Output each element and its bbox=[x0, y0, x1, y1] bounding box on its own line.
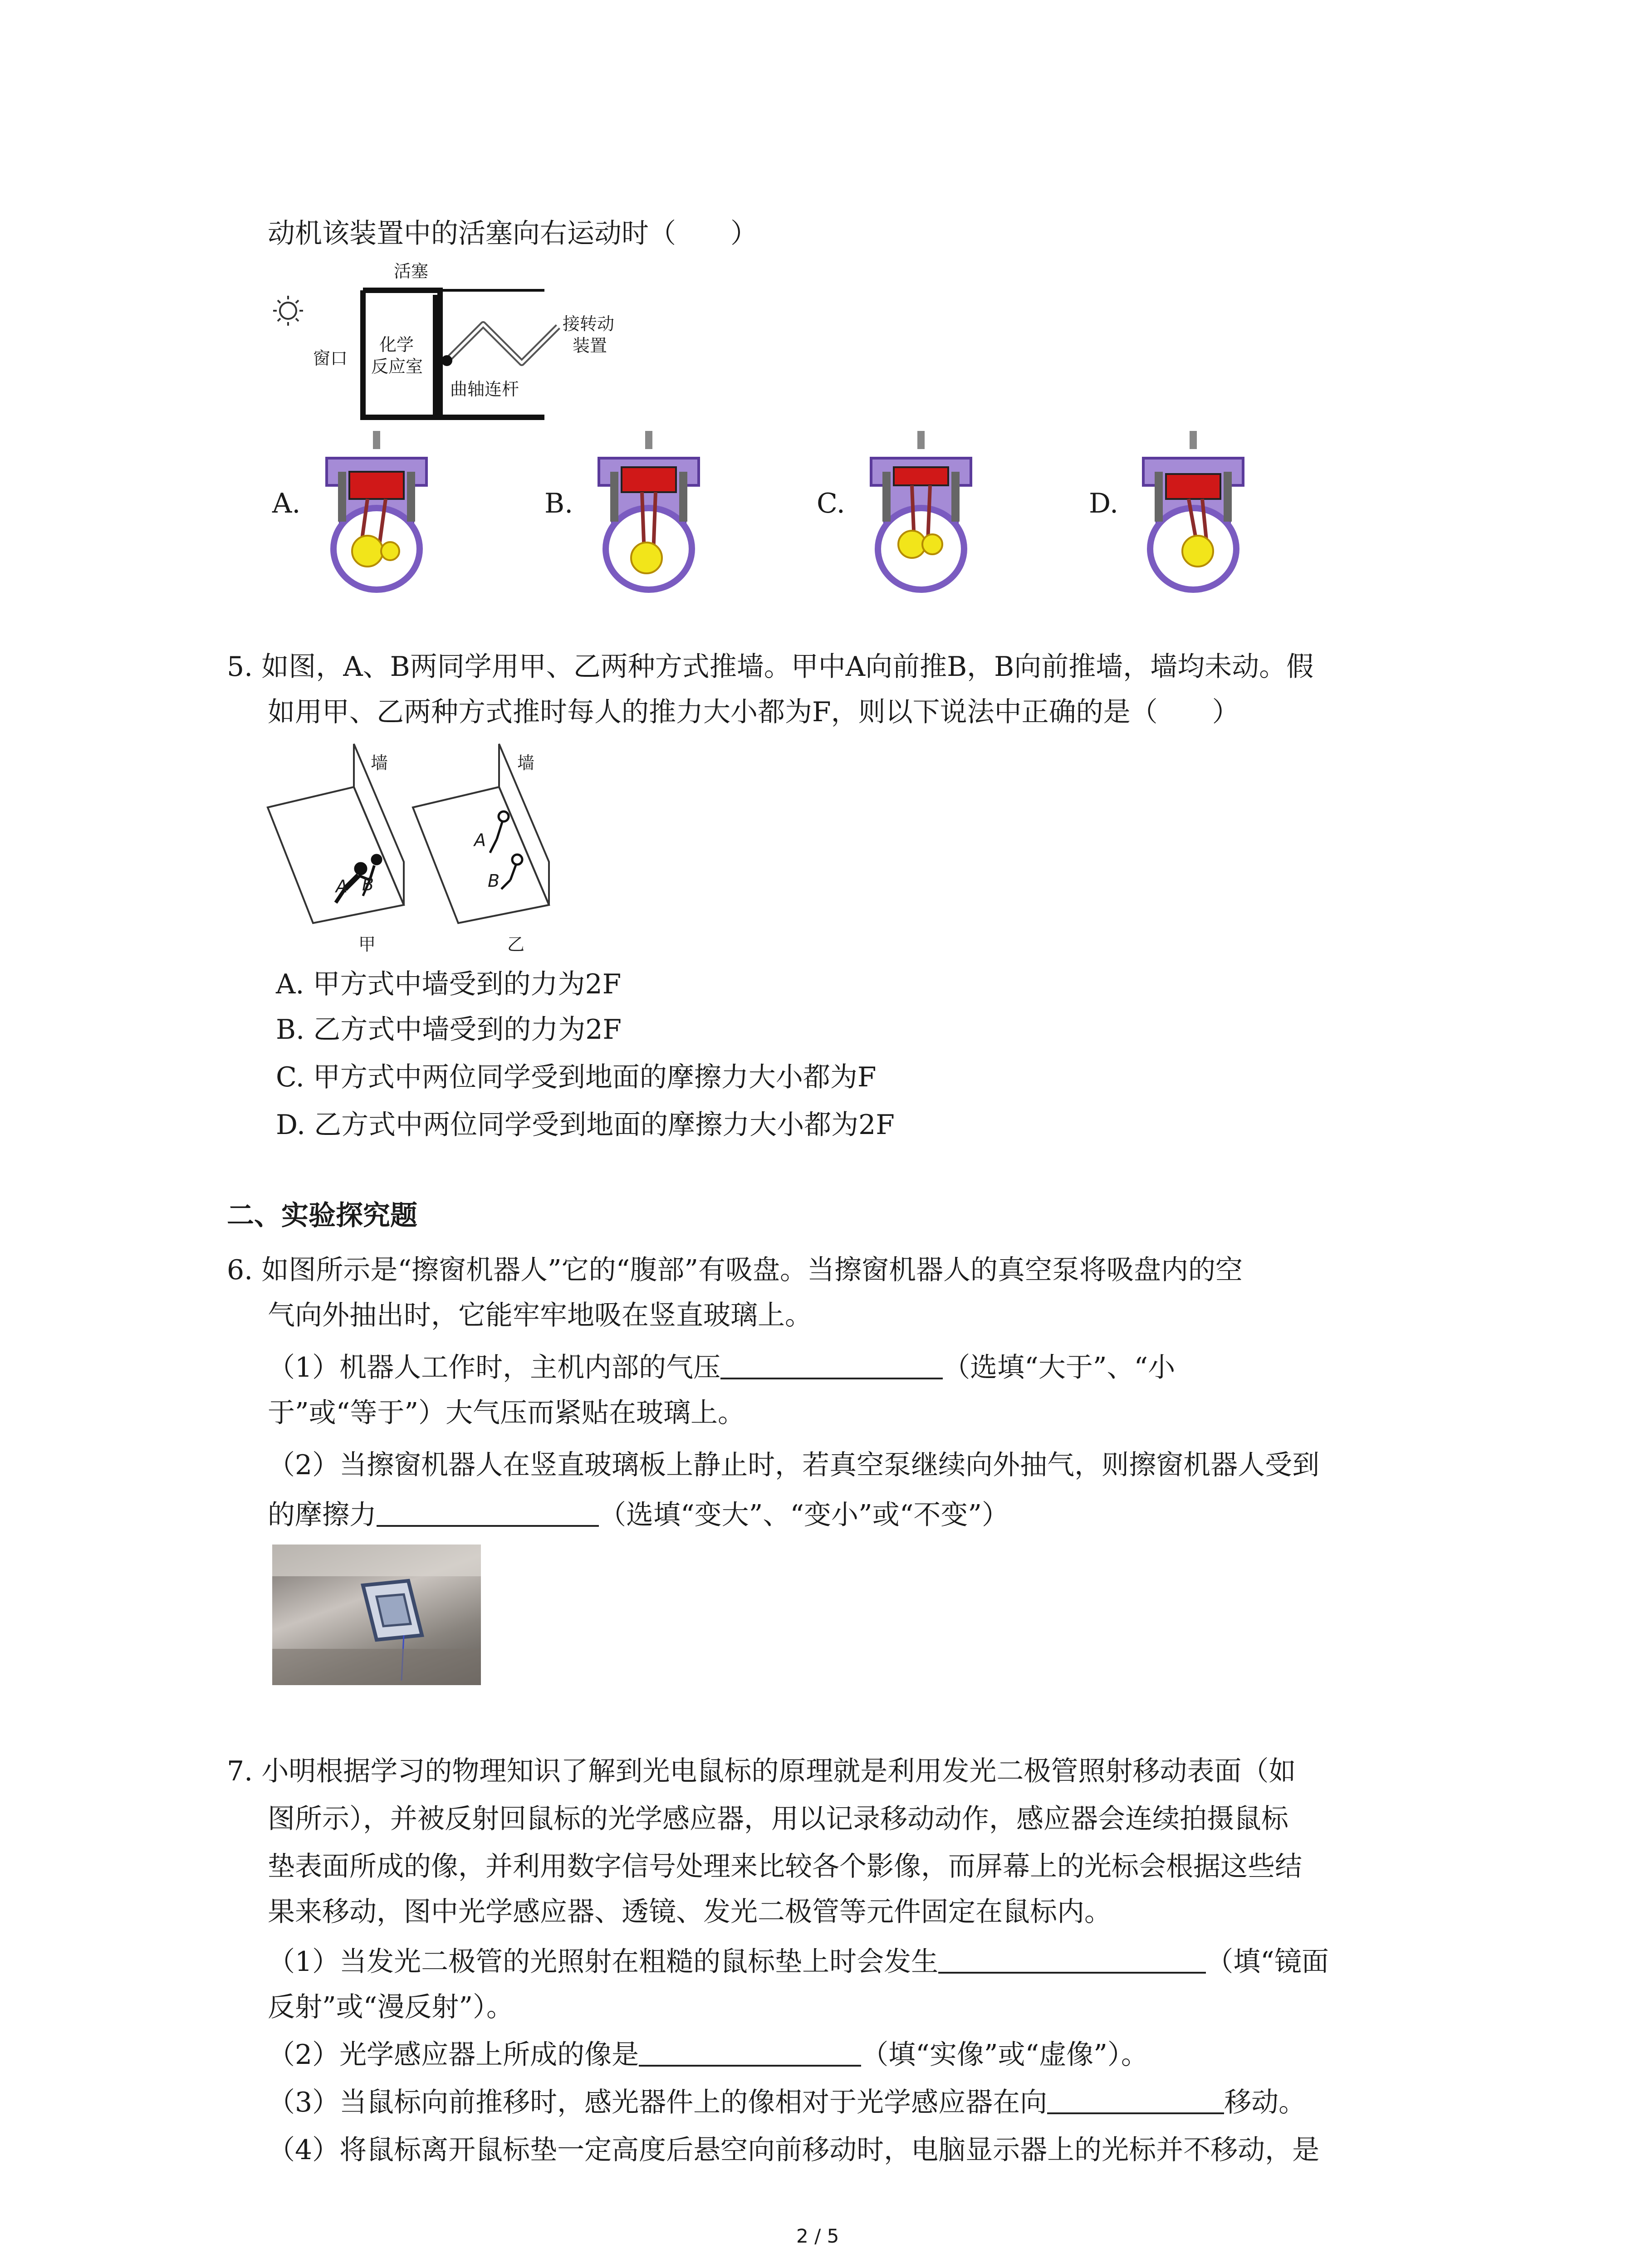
q5-option-c: C. 甲方式中两位同学受到地面的摩擦力大小都为F bbox=[276, 1061, 877, 1093]
q4-engine-d bbox=[1134, 431, 1252, 594]
q5-line-2: 如用甲、乙两种方式推时每人的推力大小都为F，则以下说法中正确的是（ ） bbox=[268, 696, 1239, 728]
q5-option-b: B. 乙方式中墙受到的力为2F bbox=[276, 1014, 622, 1046]
q7-p1-text-b: （填“镜面 bbox=[1206, 1946, 1329, 1978]
q6-answer-blank-2[interactable] bbox=[377, 1500, 599, 1527]
window-robot-photo bbox=[272, 1545, 481, 1685]
q6-p1-text-b: （选填“大于”、“小 bbox=[943, 1352, 1176, 1383]
q5-caption-jia: 甲 bbox=[358, 934, 376, 954]
q4-option-a-label: A. bbox=[272, 488, 301, 519]
q7-answer-blank-3[interactable] bbox=[1047, 2087, 1224, 2114]
q6-part-1-cont: 于”或“等于”）大气压而紧贴在玻璃上。 bbox=[268, 1397, 745, 1429]
q7-part-3 bbox=[268, 2084, 1306, 2121]
q7-p2-text-a: （2）光学感应器上所成的像是 bbox=[268, 2039, 639, 2071]
q6-answer-blank-1[interactable] bbox=[720, 1352, 943, 1379]
q6-line-2: 气向外抽出时，它能牢牢地吸在竖直玻璃上。 bbox=[268, 1300, 812, 1331]
label-rotary-1: 接转动 bbox=[563, 314, 615, 334]
q5-wall-label-jia: 墙 bbox=[371, 753, 388, 773]
q7-line-3: 垫表面所成的像，并利用数字信号处理来比较各个影像，而屏幕上的光标会根据这些结 bbox=[268, 1851, 1302, 1882]
q4-engine-c bbox=[862, 431, 980, 594]
q5-caption-yi: 乙 bbox=[507, 934, 525, 954]
q7-part-1 bbox=[268, 1944, 1329, 1980]
q6-part-1 bbox=[268, 1349, 1175, 1386]
q5-wall-figure bbox=[268, 744, 594, 934]
q7-line-1: 7. 小明根据学习的物理知识了解到光电鼠标的原理就是利用发光二极管照射移动表面（如 bbox=[227, 1755, 1296, 1787]
section-title: 二、实验探究题 bbox=[227, 1200, 417, 1232]
label-crank: 曲轴连杆 bbox=[450, 379, 519, 399]
q4-engine-b bbox=[590, 431, 708, 594]
q7-p3-text-b: 移动。 bbox=[1224, 2087, 1306, 2118]
q5-label-a-jia: A bbox=[336, 876, 348, 896]
q6-part-2-cont bbox=[268, 1497, 1009, 1533]
q6-p2-text-c: （选填“变大”、“变小”或“不变”） bbox=[599, 1499, 1009, 1531]
q7-line-2: 图所示），并被反射回鼠标的光学感应器，用以记录移动动作，感应器会连续拍摄鼠标 bbox=[268, 1803, 1288, 1835]
q6-p2-text-b: 的摩擦力 bbox=[268, 1499, 377, 1531]
q5-label-b-jia: B bbox=[362, 875, 374, 894]
q6-p1-text-a: （1）机器人工作时，主机内部的气压 bbox=[268, 1352, 721, 1383]
label-chamber-1: 化学 bbox=[379, 335, 414, 355]
q7-part-1-cont: 反射”或“漫反射”）。 bbox=[268, 1991, 514, 2023]
q4-reaction-diagram bbox=[268, 259, 585, 431]
q7-answer-blank-1[interactable] bbox=[938, 1946, 1206, 1974]
q7-p1-text-a: （1）当发光二极管的光照射在粗糙的鼠标垫上时会发生 bbox=[268, 1946, 939, 1978]
page-number: 2 / 5 bbox=[796, 2225, 839, 2247]
q6-line-1: 6. 如图所示是“擦窗机器人”它的“腹部”有吸盘。当擦窗机器人的真空泵将吸盘内的空 bbox=[227, 1254, 1243, 1286]
q4-engine-a bbox=[318, 431, 436, 594]
q6-part-2: （2）当擦窗机器人在竖直玻璃板上静止时，若真空泵继续向外抽气，则擦窗机器人受到 bbox=[268, 1449, 1320, 1481]
sun-icon bbox=[273, 296, 303, 326]
q4-option-c-label: C. bbox=[817, 488, 845, 519]
q5-wall-label-yi: 墙 bbox=[517, 753, 535, 773]
label-chamber-2: 反应室 bbox=[371, 357, 423, 376]
q7-answer-blank-2[interactable] bbox=[639, 2039, 861, 2067]
q7-p3-text-a: （3）当鼠标向前推移时，感光器件上的像相对于光学感应器在向 bbox=[268, 2087, 1048, 2118]
q7-part-2 bbox=[268, 2037, 1148, 2073]
q5-label-a-yi: A bbox=[474, 830, 486, 850]
q4-stem-tail: 动机该装置中的活塞向右运动时（ ） bbox=[268, 218, 758, 249]
q7-line-4: 果来移动，图中光学感应器、透镜、发光二极管等元件固定在鼠标内。 bbox=[268, 1896, 1112, 1928]
q5-option-d: D. 乙方式中两位同学受到地面的摩擦力大小都为2F bbox=[276, 1109, 895, 1141]
label-piston: 活塞 bbox=[394, 261, 429, 281]
label-window: 窗口 bbox=[313, 348, 348, 368]
q7-part-4: （4）将鼠标离开鼠标垫一定高度后悬空向前移动时，电脑显示器上的光标并不移动，是 bbox=[268, 2134, 1320, 2166]
q5-option-a: A. 甲方式中墙受到的力为2F bbox=[276, 968, 622, 1000]
q4-option-b-label: B. bbox=[544, 488, 573, 519]
label-rotary-2: 装置 bbox=[573, 336, 607, 356]
q7-p2-text-b: （填“实像”或“虚像”）。 bbox=[861, 2039, 1148, 2071]
q5-label-b-yi: B bbox=[488, 871, 500, 891]
q5-line-1: 5. 如图，A、B两同学用甲、乙两种方式推墙。甲中A向前推B，B向前推墙，墙均未动。假 bbox=[227, 651, 1314, 683]
q4-option-d-label: D. bbox=[1089, 488, 1119, 519]
